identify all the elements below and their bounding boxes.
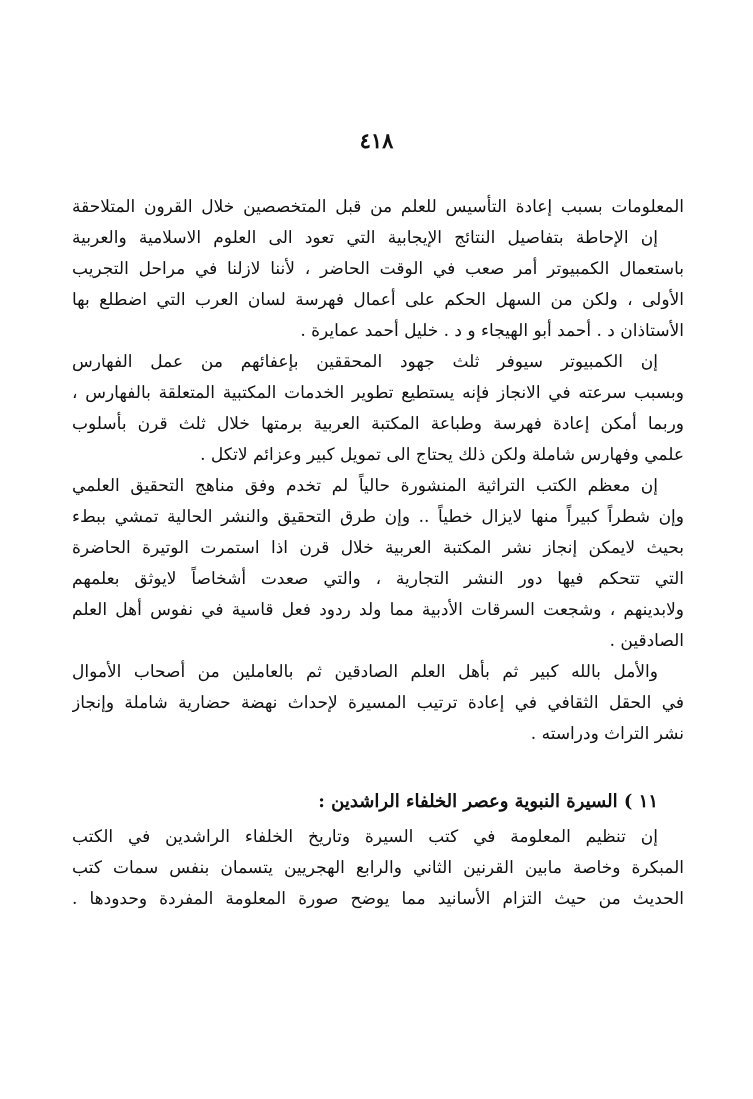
text-line: المبكرة وخاصة مابين القرنين الثاني والرابع الهجريين يتسمان بنفس سمات كتب — [72, 858, 684, 878]
text-line: المعلومات بسبب إعادة التأسيس للعلم من قبل المتخصصين خلال القرون المتلاحقة — [72, 197, 684, 217]
text-line: إن معظم الكتب التراثية المنشورة حالياً لم تخدم وفق مناهج التحقيق العلمي — [72, 476, 658, 496]
text-line: الأولى ، ولكن من السهل الحكم على أعمال فهرسة لسان العرب التي اضطلع بها — [72, 290, 684, 310]
section-title: السيرة النبوية وعصر الخلفاء الراشدين : — [318, 791, 618, 812]
section-number: ١١ ) — [623, 791, 658, 812]
text-line: إن الإحاطة بتفاصيل النتائج الإيجابية التي تعود الى العلوم الاسلامية والعربية — [72, 228, 658, 248]
text-line: الأستاذان د . أحمد أبو الهيجاء و د . خليل أحمد عمايرة . — [300, 321, 684, 341]
text-line: وإن شطراً كبيراً منها لايزال خطياً .. وإن طرق التحقيق والنشر الحالية تمشي ببطء — [72, 507, 684, 527]
text-line: التي تتحكم فيها دور النشر التجارية ، والتي صعدت أشخاصاً لايوثق بعلمهم — [72, 569, 684, 589]
section-gap — [72, 750, 684, 782]
text-line: الحديث من حيث التزام الأسانيد مما يوضح صورة المعلومة المفردة وحدودها . — [72, 889, 684, 909]
body-text — [72, 192, 684, 915]
page-number: ٤١٨ — [359, 128, 394, 153]
section-heading — [72, 782, 684, 822]
text-line: علمي وفهارس شاملة ولكن ذلك يحتاج الى تمويل كبير وعزائم لاتكل . — [200, 445, 684, 465]
text-line: في الحقل الثقافي في إعادة ترتيب المسيرة لإحداث نهضة حضارية شاملة وإنجاز — [72, 693, 684, 713]
text-line: الصادقين . — [609, 631, 684, 651]
text-line: باستعمال الكمبيوتر أمر صعب في الوقت الحاضر ، لأننا لازلنا في مراحل التجريب — [72, 259, 684, 279]
text-line: ولابدينهم ، وشجعت السرقات الأدبية مما ولد ردود فعل قاسية في نفوس أهل العلم — [72, 600, 684, 620]
text-line: إن الكمبيوتر سيوفر ثلث جهود المحققين بإعفائهم من عمل الفهارس — [72, 352, 658, 372]
text-line: إن تنظيم المعلومة في كتب السيرة وتاريخ الخلفاء الراشدين في الكتب — [72, 827, 658, 847]
text-line: والأمل بالله كبير ثم بأهل العلم الصادقين ثم بالعاملين من أصحاب الأموال — [72, 662, 658, 682]
text-line: بحيث لايمكن إنجاز نشر المكتبة العربية خلال قرن اذا استمرت الوتيرة الحاضرة — [72, 538, 684, 558]
text-line: نشر التراث ودراسته . — [530, 724, 684, 744]
text-line: وربما أمكن إعادة فهرسة وطباعة المكتبة العربية برمتها خلال ثلث قرن بأسلوب — [72, 414, 684, 434]
text-line: وبسبب سرعته في الانجاز فإنه يستطيع تطوير الخدمات المكتبية المتعلقة بالفهارس ، — [72, 383, 684, 403]
